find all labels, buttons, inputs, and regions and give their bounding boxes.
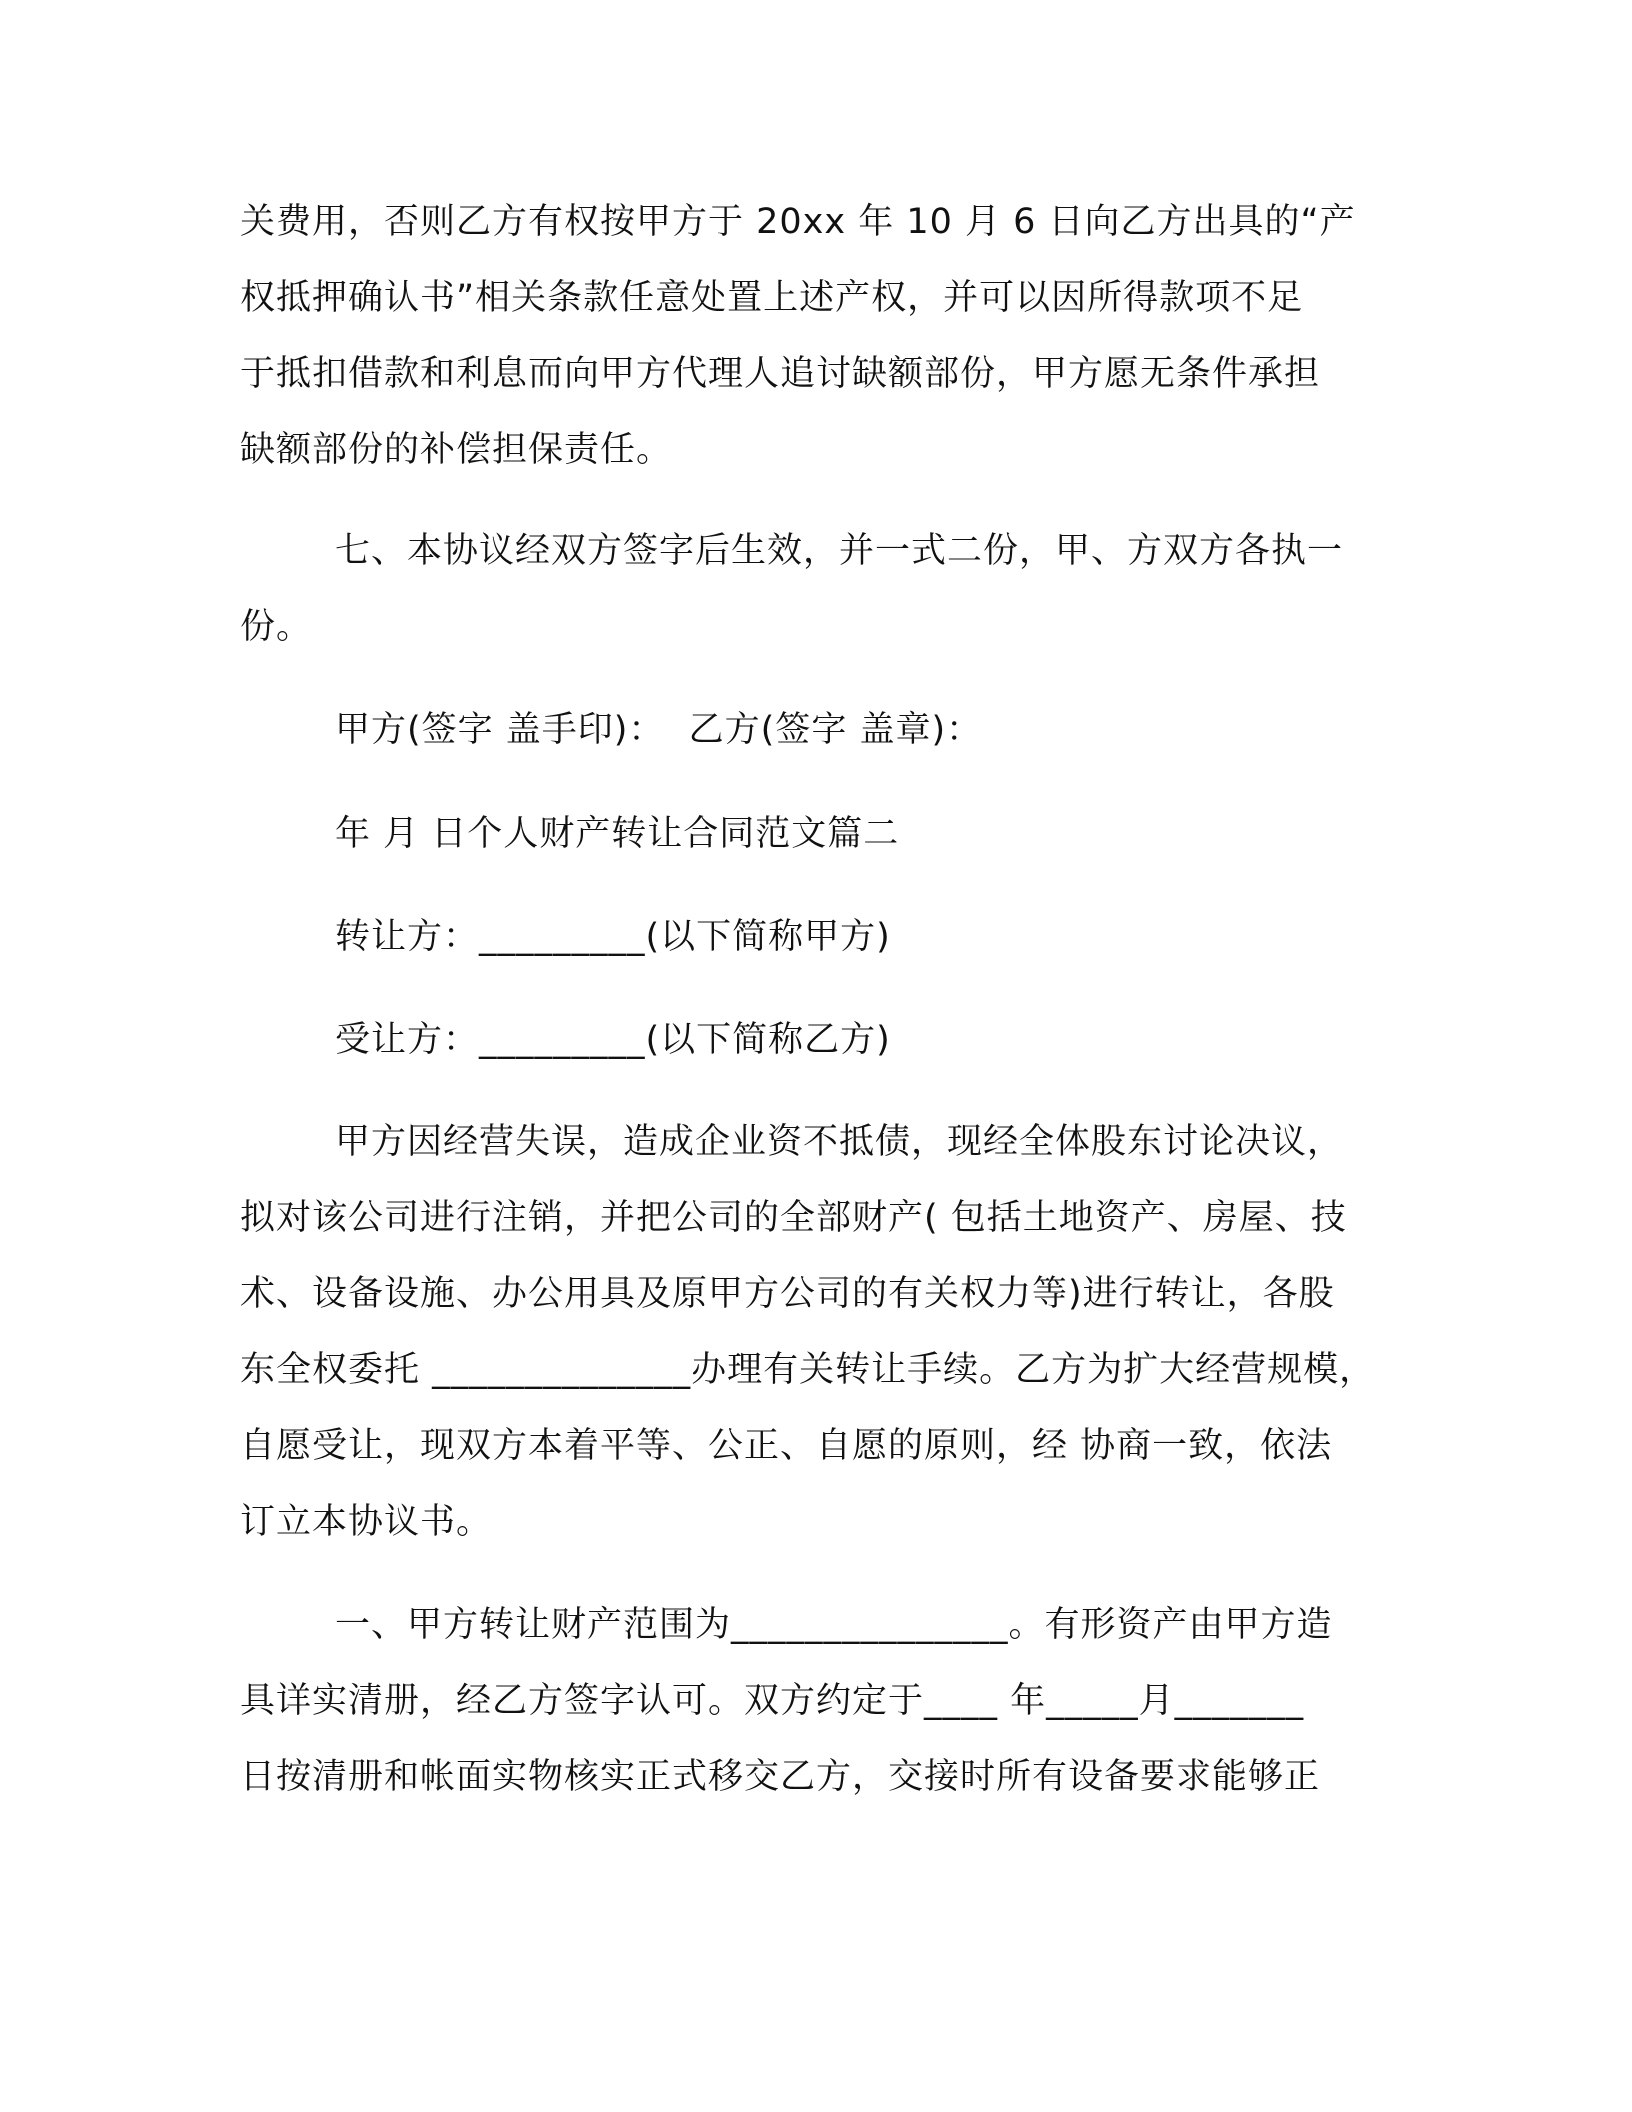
- signature-line: 甲方(签字 盖手印)： 乙方(签字 盖章)：: [335, 710, 983, 750]
- section-heading: 年 月 日个人财产转让合同范文篇二: [335, 814, 900, 854]
- paragraph-line: 权抵押确认书”相关条款任意处置上述产权，并可以因所得款项不足: [240, 278, 1304, 318]
- paragraph-line: 关费用，否则乙方有权按甲方于 20xx 年 10 月 6 日向乙方出具的“产: [240, 202, 1356, 242]
- paragraph-line: 一、甲方转让财产范围为_______________。有形资产由甲方造: [335, 1605, 1333, 1645]
- transferee-line: 受让方：_________(以下简称乙方): [335, 1020, 891, 1060]
- paragraph-line: 甲方因经营失误，造成企业资不抵债，现经全体股东讨论决议，: [335, 1122, 1344, 1162]
- paragraph-line: 缺额部份的补偿担保责任。: [240, 430, 673, 470]
- paragraph-line: 自愿受让，现双方本着平等、公正、自愿的原则，经 协商一致，依法: [240, 1426, 1333, 1466]
- paragraph-line: 拟对该公司进行注销，并把公司的全部财产( 包括土地资产、房屋、技: [240, 1198, 1347, 1238]
- paragraph-line: 七、本协议经双方签字后生效，并一式二份，甲、方双方各执一: [335, 531, 1344, 571]
- paragraph-line: 订立本协议书。: [240, 1502, 493, 1542]
- transferor-line: 转让方：_________(以下简称甲方): [335, 917, 891, 957]
- paragraph-line: 具详实清册，经乙方签字认可。双方约定于____ 年_____月_______: [240, 1681, 1305, 1721]
- paragraph-line: 份。: [240, 607, 313, 647]
- paragraph-line: 于抵扣借款和利息而向甲方代理人追讨缺额部份，甲方愿无条件承担: [240, 354, 1321, 394]
- paragraph-line: 术、设备设施、办公用具及原甲方公司的有关权力等)进行转让，各股: [240, 1274, 1335, 1314]
- paragraph-line: 日按清册和帐面实物核实正式移交乙方，交接时所有设备要求能够正: [240, 1757, 1321, 1797]
- paragraph-line: 东全权委托 ______________办理有关转让手续。乙方为扩大经营规模，: [240, 1350, 1376, 1390]
